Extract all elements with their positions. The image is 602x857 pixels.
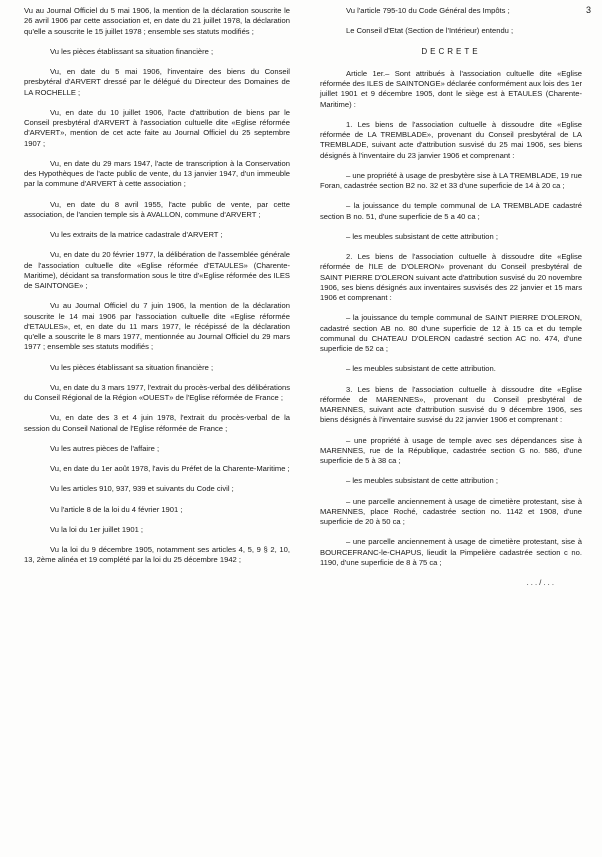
paragraph: Vu l'article 8 de la loi du 4 février 1901 ; bbox=[50, 504, 183, 514]
paragraph: – les meubles subsistant de cette attribution. bbox=[346, 364, 496, 374]
paragraph: – la jouissance du temple communal de LA TREMBLADE cadastré section B no. 51, d'une superficie de 5 a 40 ca ; bbox=[320, 201, 582, 221]
paragraph: Vu les articles 910, 937, 939 et suivants du Code civil ; bbox=[50, 484, 234, 494]
paragraph: Vu, en date du 10 juillet 1906, l'acte d'attribution de biens par le Conseil presbytéral d'ARVERT à l'association cultuelle dite «Eglise réformée d'ARVERT», mention de cet acte faite au Journal Officiel du 25 septembre 1907 ; bbox=[24, 107, 290, 148]
paragraph: Vu les autres pièces de l'affaire ; bbox=[50, 443, 160, 453]
paragraph: – une propriété à usage de presbytère sise à LA TREMBLADE, 19 rue Foran, cadastrée section B2 no. 32 et 33 d'une superficie de 14 à 20 ca ; bbox=[320, 170, 582, 190]
paragraph: Vu les pièces établissant sa situation financière ; bbox=[50, 362, 214, 372]
paragraph: Vu la loi du 9 décembre 1905, notamment ses articles 4, 5, 9 § 2, 10, 13, 2ème alinéa et 19 complété par la loi du 25 décembre 1942 ; bbox=[24, 545, 290, 565]
paragraph: 1. Les biens de l'association cultuelle à dissoudre dite «Eglise réformée de LA TREMBLADE», provenant du Conseil presbytéral de LA TREMBLADE, suivant acte d'attribution susvisé du 25 mai 1906, ses biens désignés à l'inventaire du 23 janvier 1906 et comprenant : bbox=[320, 119, 582, 160]
paragraph: – une parcelle anciennement à usage de cimetière protestant, sise à BOURCEFRANC-le-CHAPUS, lieudit la Pimpelière cadastrée section c no. 1190, d'une superficie de 8 à 75 ca ; bbox=[320, 537, 582, 567]
paragraph: Vu au Journal Officiel du 7 juin 1906, la mention de la déclaration souscrite le 14 mai 1906 par l'association cultuelle dite «Eglise réformée d'ETAULES», et, en date du 11 mars 1977, le récépissé de la déclaration qu'elle a souscrite le 8 mars 1977, mentionnée au Journal Officiel du 29 mars 1977 ; ensemble ses statuts modifiés ; bbox=[24, 301, 290, 352]
paragraph: Le Conseil d'Etat (Section de l'Intérieur) entendu ; bbox=[346, 26, 514, 36]
paragraph: Vu, en date du 8 avril 1955, l'acte public de vente, par cette association, de l'ancien temple sis à AVALLON, commune d'ARVERT ; bbox=[24, 199, 290, 219]
decrete-heading: DECRETE bbox=[421, 46, 481, 56]
paragraph: Vu les pièces établissant sa situation financière ; bbox=[50, 46, 214, 56]
paragraph: 3. Les biens de l'association cultuelle à dissoudre dite «Eglise réformée de MARENNES», provenant du Conseil presbytéral de MARENNES, suivant acte d'attribution susvisé du 9 décembre 1906, ses biens désignés à l'inventaire susvisé du 22 janvier 1906 et comprenant : bbox=[320, 384, 582, 425]
paragraph: – les meubles subsistant de cette attribution ; bbox=[346, 476, 498, 486]
paragraph: – une parcelle anciennement à usage de cimetière protestant, sise à MARENNES, place Roché, cadastrée section no. 1142 et 1908, d'une superficie de 20 à 50 ca ; bbox=[320, 496, 582, 526]
paragraph: 2. Les biens de l'association cultuelle à dissoudre dite «Eglise réformée de l'ILE de D'OLERON» provenant du Conseil presbytéral de SAINT PIERRE D'OLERON suivant acte d'attribution susvisé du 20 novembre 1906, ses biens désignés aux inventaires susvisés des 22 janvier et 15 mars 1906 et comprenant : bbox=[320, 252, 582, 302]
paragraph: Vu l'article 795-10 du Code Général des Impôts ; bbox=[346, 6, 510, 15]
page-number: 3 bbox=[586, 5, 592, 15]
paragraph: Vu, en date des 3 et 4 juin 1978, l'extrait du procès-verbal de la session du Conseil National de l'Eglise réformée de France ; bbox=[24, 413, 290, 433]
article-paragraph: Article 1er.– Sont attribués à l'association cultuelle dite «Eglise réformée des ILES de SAINTONGE» déclarée conformément aux lois des 1er juillet 1901 et 9 décembre 1905, dont le siège est à ETAULES (Charente-Maritime) : bbox=[320, 68, 582, 109]
paragraph: Vu, en date du 3 mars 1977, l'extrait du procès-verbal des délibérations du Conseil Régional de la Région «OUEST» de l'Eglise réformée de France ; bbox=[24, 382, 290, 402]
paragraph: – les meubles subsistant de cette attribution ; bbox=[346, 231, 498, 241]
right-column bbox=[320, 6, 582, 588]
paragraph: Vu la loi du 1er juillet 1901 ; bbox=[50, 524, 144, 534]
paragraph: Vu, en date du 20 février 1977, la délibération de l'assemblée générale de l'association cultuelle dite «Eglise réformée d'ETAULES» (Charente-Maritime), décidant sa transformation sous le titre d'«Eglise réformée des ILES de SAINTONGE» ; bbox=[24, 250, 290, 290]
paragraph: Vu, en date du 29 mars 1947, l'acte de transcription à la Conservation des Hypothèques de l'acte public de vente, du 13 janvier 1947, d'un immeuble par la commune d'ARVERT à cette association ; bbox=[24, 158, 290, 189]
paragraph: Vu au Journal Officiel du 5 mai 1906, la mention de la déclaration souscrite le 26 avril 1906 par cette association et, en date du 21 juillet 1978, la déclaration qu'elle a souscrite le 15 juillet 1978 ; ensemble ses statuts modifiés ; bbox=[24, 6, 290, 36]
paragraph: Vu, en date du 5 mai 1906, l'inventaire des biens du Conseil presbytéral d'ARVERT dressé par le délégué du Directeur des Domaines de LA ROCHELLE ; bbox=[24, 67, 290, 97]
continuation-mark: . . . / . . . bbox=[526, 578, 554, 587]
paragraph: – la jouissance du temple communal de SAINT PIERRE D'OLERON, cadastré section AB no. 80 d'une superficie de 12 à 15 ca et du temple communal du CHATEAU D'OLERON cadastré section AC no. 474, d'une superficie de 52 ca ; bbox=[320, 313, 582, 353]
left-column bbox=[24, 6, 290, 576]
paragraph: – une propriété à usage de temple avec ses dépendances sise à MARENNES, rue de la République, cadastrée section G no. 586, d'une superficie de 5 à 38 ca ; bbox=[320, 435, 582, 465]
paragraph: Vu, en date du 1er août 1978, l'avis du Préfet de la Charente-Maritime ; bbox=[50, 464, 290, 473]
paragraph: Vu les extraits de la matrice cadastrale d'ARVERT ; bbox=[50, 230, 223, 239]
